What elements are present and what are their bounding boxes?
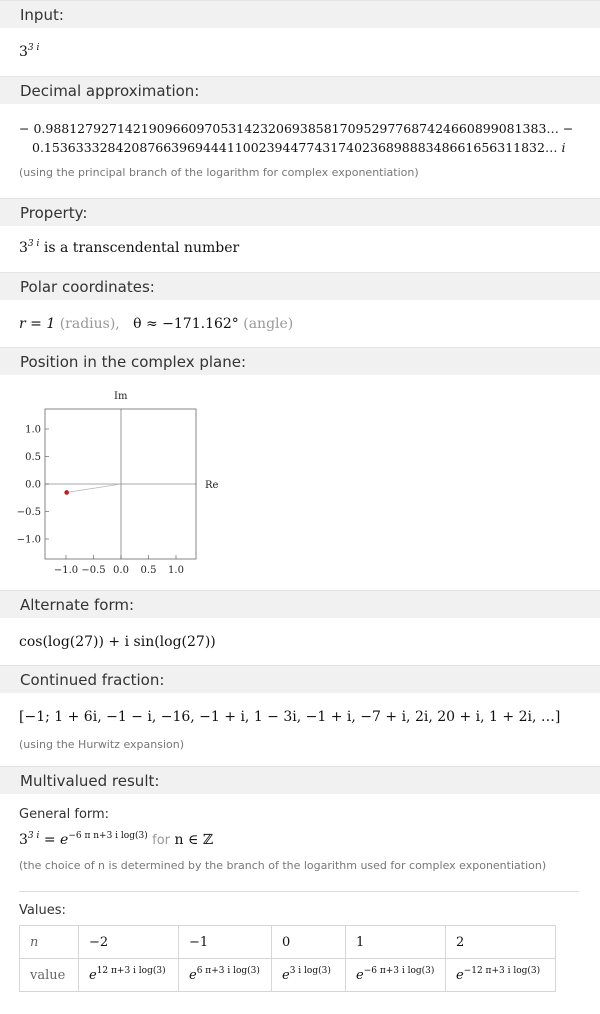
- polar-angle: θ ≈ −171.162°: [133, 316, 239, 332]
- plot-point: [64, 490, 69, 495]
- table-cell-value: $e^{-6 \pi+3 i log(3)}$: [346, 959, 446, 992]
- input-exponent: 3 i: [27, 43, 40, 53]
- continued-fraction: [−1; 1 + 6i, −1 − i, −16, −1 + i, 1 − 3i, −1 + i, −7 + i, 2i, 20 + i, 1 + 2i, …]: [19, 709, 561, 725]
- table-cell-n: −1: [179, 926, 272, 959]
- section-header-position: Position in the complex plane:: [0, 347, 600, 375]
- multivalued-note: (the choice of n is determined by the branch of the logarithm used for complex exponentiation): [19, 859, 547, 872]
- section-header-alternate: Alternate form:: [0, 590, 600, 618]
- divider: [19, 891, 579, 892]
- property-text: $3^{3 i}$ is a transcendental number: [19, 239, 240, 256]
- plot-y-tick-label: −0.5: [16, 507, 41, 518]
- table-cell-value: $e^{3 i log(3)}$: [272, 959, 346, 992]
- complex-plane-plot: [0, 383, 240, 583]
- plot-x-tick-label: 1.0: [168, 565, 184, 576]
- alternate-form: cos(log(27)) + i sin(log(27)): [19, 634, 216, 650]
- table-cell-n: 2: [446, 926, 556, 959]
- table-cell-n: −2: [79, 926, 179, 959]
- plot-im-label: Im: [114, 391, 128, 402]
- plot-re-label: Re: [205, 480, 219, 491]
- table-cell-value: $e^{12 \pi+3 i log(3)}$: [79, 959, 179, 992]
- plot-x-tick-label: −1.0: [53, 565, 79, 576]
- plot-ticks: [17, 425, 184, 577]
- decimal-note: (using the principal branch of the logarithm for complex exponentiation): [19, 166, 419, 179]
- table-row-n: [20, 926, 556, 959]
- section-header-input: Input:: [0, 0, 600, 28]
- values-label: Values:: [19, 903, 66, 918]
- polar-radius: r = 1: [19, 316, 56, 332]
- general-form-label: General form:: [19, 807, 110, 822]
- table-cell-value: $e^{6 \pi+3 i log(3)}$: [179, 959, 272, 992]
- table-cell-n: 1: [346, 926, 446, 959]
- input-base: 3: [19, 44, 28, 60]
- decimal-line-2: 0.15363332842087663969444110023944774317402368988834866165631183​2… i: [32, 140, 566, 155]
- section-header-continued: Continued fraction:: [0, 665, 600, 693]
- section-header-multivalued: Multivalued result:: [0, 766, 600, 794]
- plot-x-tick-label: 0.5: [140, 565, 157, 576]
- plot-y-tick-label: 0.0: [25, 479, 41, 491]
- table-cell-n: 0: [272, 926, 346, 959]
- values-table: [19, 925, 556, 992]
- plot-y-tick-label: 1.0: [25, 424, 41, 436]
- plot-vector-line: [67, 484, 121, 492]
- table-header-n: n: [20, 926, 79, 959]
- plot-x-tick-label: 0.0: [113, 565, 129, 576]
- section-header-decimal: Decimal approximation:: [0, 76, 600, 104]
- section-header-property: Property:: [0, 198, 600, 226]
- table-cell-value: $e^{-12 \pi+3 i log(3)}$: [446, 959, 556, 992]
- plot-y-tick-label: −1.0: [16, 534, 41, 546]
- section-header-polar: Polar coordinates:: [0, 272, 600, 300]
- polar-coordinates: r = 1 (radius), θ ≈ −171.162° (angle): [19, 316, 294, 332]
- plot-x-tick-label: −0.5: [81, 565, 106, 576]
- input-expression: [19, 44, 39, 60]
- plot-y-tick-label: 0.5: [25, 452, 41, 463]
- continued-note: (using the Hurwitz expansion): [19, 738, 185, 751]
- table-header-value: value: [20, 959, 79, 992]
- table-row-value: [20, 959, 556, 992]
- decimal-line-1: − 0.98812792714219096609705314232069385817095297768742466089908​1383… −: [19, 121, 574, 136]
- general-form-expression: $3^{3 i} = e^{-6 \pi n+3 i log(3)}$ for n ∈ ℤ: [19, 831, 213, 848]
